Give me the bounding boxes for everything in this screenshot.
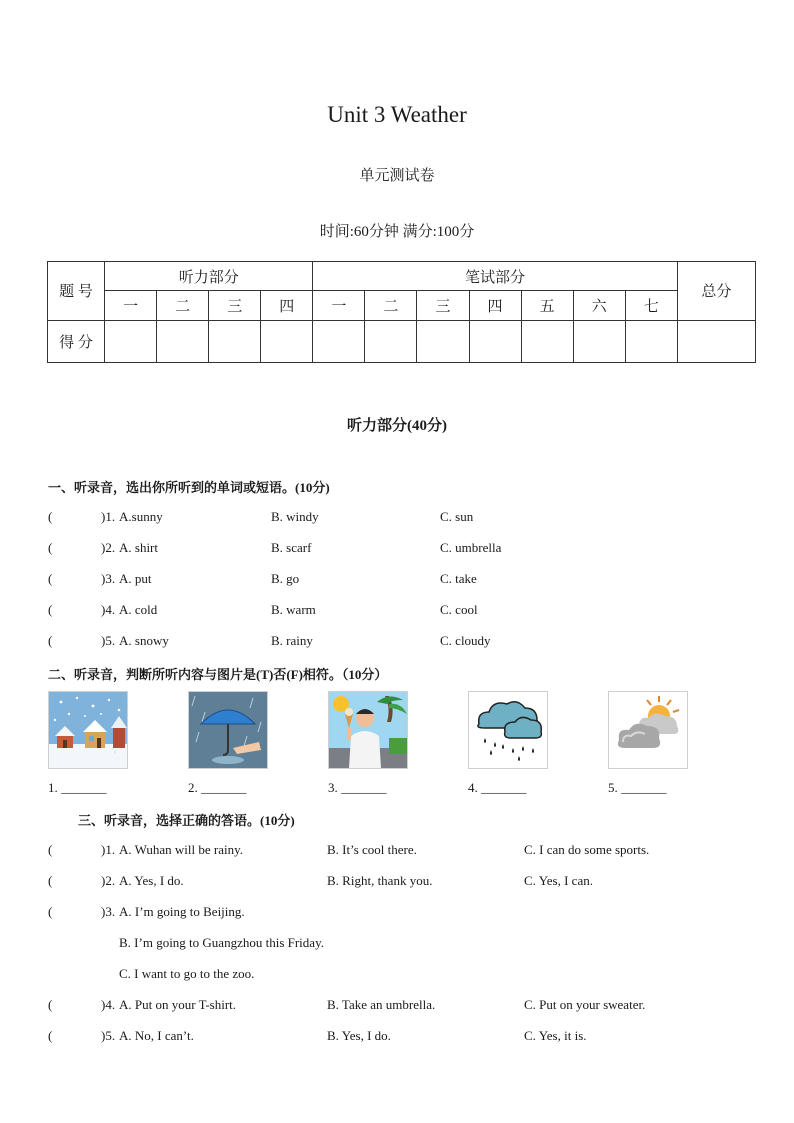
- listening-col-header: 四: [261, 291, 313, 320]
- question-number: )5.: [101, 1028, 116, 1043]
- option-c: C. I want to go to the zoo.: [119, 966, 255, 981]
- option-a: A. No, I can’t.: [119, 1028, 194, 1043]
- answer-bracket-open[interactable]: (: [48, 842, 53, 857]
- option-c: C. cloudy: [440, 633, 491, 648]
- question-number: )1.: [101, 842, 116, 857]
- answer-bracket-open[interactable]: (: [48, 509, 53, 524]
- option-c: C. Yes, it is.: [524, 1028, 587, 1043]
- score-cell[interactable]: [105, 320, 157, 362]
- option-c: C. I can do some sports.: [524, 842, 650, 857]
- answer-bracket-open[interactable]: (: [48, 540, 53, 555]
- writing-col-header: 四: [469, 291, 521, 320]
- question-number: )2.: [101, 540, 116, 555]
- option-c: C. Put on your sweater.: [524, 997, 646, 1012]
- score-cell-total[interactable]: [677, 320, 755, 362]
- picture-answer-blank[interactable]: 3. _______: [328, 780, 387, 795]
- question-number: )3.: [101, 904, 116, 919]
- picture-answer-blank[interactable]: 4. _______: [468, 780, 527, 795]
- option-a: A. put: [119, 571, 152, 586]
- question-number: )2.: [101, 873, 116, 888]
- score-cell[interactable]: [313, 320, 365, 362]
- part2-heading: 二、听录音，判断所听内容与图片是(T)否(F)相符。（10分）: [48, 667, 388, 682]
- writing-col-header: 五: [521, 291, 573, 320]
- listening-group-header: 听力部分: [105, 262, 313, 291]
- option-b: B. go: [271, 571, 300, 586]
- question-number: )5.: [101, 633, 116, 648]
- option-c: C. take: [440, 571, 477, 586]
- option-b: B. Right, thank you.: [327, 873, 433, 888]
- option-a: A. I’m going to Beijing.: [119, 904, 245, 919]
- answer-bracket-open[interactable]: (: [48, 904, 53, 919]
- cloudy-sun-image: [608, 691, 688, 769]
- option-c: C. sun: [440, 509, 474, 524]
- option-b: B. Yes, I do.: [327, 1028, 391, 1043]
- hot-sunny-boy-icon: [329, 692, 407, 768]
- row-label-question-number: 题 号: [48, 262, 105, 321]
- score-cell[interactable]: [157, 320, 209, 362]
- total-header: 总分: [677, 262, 755, 321]
- option-c: C. Yes, I can.: [524, 873, 593, 888]
- cloudy-sun-icon: [609, 692, 687, 768]
- hot-sunny-boy-image: [328, 691, 408, 769]
- listening-col-header: 三: [209, 291, 261, 320]
- answer-bracket-open[interactable]: (: [48, 602, 53, 617]
- option-c: C. cool: [440, 602, 478, 617]
- listening-section-title: 听力部分(40分): [347, 418, 447, 434]
- page-title: Unit 3 Weather: [327, 102, 467, 127]
- part1-heading: 一、听录音，选出你所听到的单词或短语。(10分): [48, 480, 330, 495]
- score-cell[interactable]: [573, 320, 625, 362]
- score-cell[interactable]: [625, 320, 677, 362]
- option-a: A. cold: [119, 602, 158, 617]
- option-b: B. windy: [271, 509, 319, 524]
- option-a: A. shirt: [119, 540, 158, 555]
- answer-bracket-open[interactable]: (: [48, 997, 53, 1012]
- score-cell[interactable]: [521, 320, 573, 362]
- option-b: B. It’s cool there.: [327, 842, 417, 857]
- writing-group-header: 笔试部分: [313, 262, 677, 291]
- time-info: 时间:60分钟 满分:100分: [319, 224, 475, 240]
- answer-bracket-open[interactable]: (: [48, 571, 53, 586]
- option-b: B. Take an umbrella.: [327, 997, 436, 1012]
- score-cell[interactable]: [209, 320, 261, 362]
- answer-bracket-open[interactable]: (: [48, 1028, 53, 1043]
- snowy-houses-image: [48, 691, 128, 769]
- picture-answer-blank[interactable]: 2. _______: [188, 780, 247, 795]
- option-b: B. I’m going to Guangzhou this Friday.: [119, 935, 324, 950]
- score-table: [47, 261, 756, 363]
- listening-col-header: 二: [157, 291, 209, 320]
- question-number: )4.: [101, 997, 116, 1012]
- question-number: )4.: [101, 602, 116, 617]
- score-cell[interactable]: [261, 320, 313, 362]
- picture-answer-blank[interactable]: 5. _______: [608, 780, 667, 795]
- writing-col-header: 七: [625, 291, 677, 320]
- writing-col-header: 一: [313, 291, 365, 320]
- answer-bracket-open[interactable]: (: [48, 873, 53, 888]
- row-label-score: 得 分: [48, 320, 105, 362]
- option-a: A. snowy: [119, 633, 169, 648]
- page-subtitle: 单元测试卷: [359, 168, 435, 184]
- option-a: A. Put on your T-shirt.: [119, 997, 237, 1012]
- answer-bracket-open[interactable]: (: [48, 633, 53, 648]
- option-c: C. umbrella: [440, 540, 502, 555]
- option-b: B. warm: [271, 602, 316, 617]
- listening-col-header: 一: [105, 291, 157, 320]
- umbrella-rain-image: [188, 691, 268, 769]
- snowy-houses-icon: [49, 692, 127, 768]
- umbrella-rain-icon: [189, 692, 267, 768]
- part3-heading: 三、听录音，选择正确的答语。(10分): [78, 813, 295, 828]
- option-b: B. rainy: [271, 633, 313, 648]
- score-cell[interactable]: [469, 320, 521, 362]
- score-cell[interactable]: [365, 320, 417, 362]
- rain-cloud-image: [468, 691, 548, 769]
- question-number: )1.: [101, 509, 116, 524]
- writing-col-header: 六: [573, 291, 625, 320]
- score-cell[interactable]: [417, 320, 469, 362]
- option-a: A. Yes, I do.: [119, 873, 184, 888]
- option-a: A. Wuhan will be rainy.: [119, 842, 244, 857]
- question-number: )3.: [101, 571, 116, 586]
- writing-col-header: 三: [417, 291, 469, 320]
- option-b: B. scarf: [271, 540, 312, 555]
- picture-answer-blank[interactable]: 1. _______: [48, 780, 107, 795]
- writing-col-header: 二: [365, 291, 417, 320]
- option-a: A.sunny: [119, 509, 163, 524]
- rain-cloud-icon: [469, 692, 547, 768]
